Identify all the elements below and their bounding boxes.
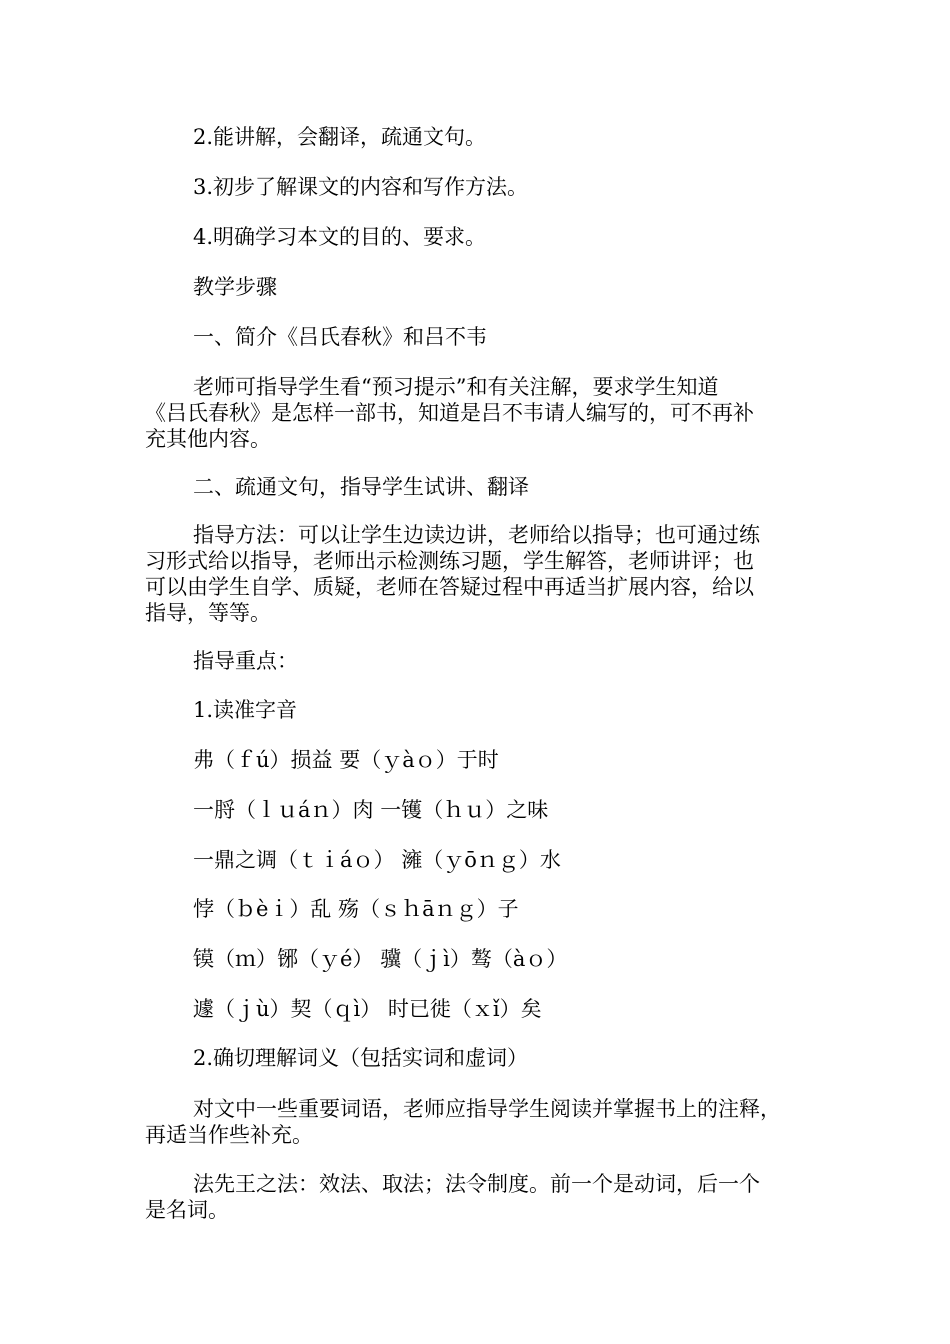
- fa-example-paragraph: [145, 1171, 815, 1223]
- section-2-heading: 二、疏通文句，指导学生试讲、翻译: [193, 475, 529, 499]
- objective-2: 2.能讲解，会翻译，疏通文句。: [193, 125, 487, 149]
- vocabulary-heading: 2.确切理解词义（包括实词和虚词）: [193, 1046, 529, 1070]
- pronunciation-line: 弗（ｆú）损益 要（ｙàｏ）于时: [193, 748, 499, 772]
- pronunciation-line: 一鼎之调（ｔｉáｏ） 澭（ｙōｎｇ）水: [193, 848, 561, 872]
- vocabulary-paragraph: [145, 1096, 815, 1148]
- objective-4: 4.明确学习本文的目的、要求。: [193, 225, 487, 249]
- section-1-paragraph: [145, 374, 815, 452]
- paragraph-line: 老师可指导学生看“预习提示”和有关注解，要求学生知道: [193, 375, 719, 399]
- pronunciation-line: 一脟（ｌｕáｎ）肉 一镬（ｈｕ）之味: [193, 798, 549, 822]
- paragraph-line: 指导，等等。: [145, 601, 271, 625]
- pronunciation-heading: 1.读准字音: [193, 698, 298, 722]
- section-1-heading: 一、简介《吕氏春秋》和吕不韦: [193, 325, 487, 349]
- paragraph-line: 再适当作些补充。: [145, 1123, 313, 1147]
- pronunciation-line: 悖（ｂèｉ）乱 殇（ｓｈāｎｇ）子: [193, 897, 519, 921]
- paragraph-line: 可以由学生自学、质疑，老师在答疑过程中再适当扩展内容，给以: [145, 575, 754, 599]
- paragraph-line: 充其他内容。: [145, 427, 271, 451]
- paragraph-line: 是名词。: [145, 1198, 229, 1222]
- objective-3: 3.初步了解课文的内容和写作方法。: [193, 175, 529, 199]
- steps-heading: 教学步骤: [193, 275, 277, 299]
- key-points-label: 指导重点：: [193, 649, 298, 673]
- section-2-paragraph: [145, 522, 815, 626]
- paragraph-line: 法先王之法：效法、取法；法令制度。前一个是动词，后一个: [193, 1172, 760, 1196]
- pronunciation-line: 镆（ｍ）铘（ｙé） 骥（ｊì）骜（àｏ）: [193, 947, 568, 971]
- paragraph-line: 《吕氏春秋》是怎样一部书，知道是吕不韦请人编写的，可不再补: [145, 401, 754, 425]
- paragraph-line: 习形式给以指导，老师出示检测练习题，学生解答，老师讲评；也: [145, 549, 754, 573]
- pronunciation-line: 遽（ｊù）契（ｑì） 时已徙（ｘǐ）矣: [193, 997, 542, 1021]
- paragraph-line: 对文中一些重要词语，老师应指导学生阅读并掌握书上的注释，: [193, 1097, 781, 1121]
- paragraph-line: 指导方法：可以让学生边读边讲，老师给以指导；也可通过练: [193, 523, 760, 547]
